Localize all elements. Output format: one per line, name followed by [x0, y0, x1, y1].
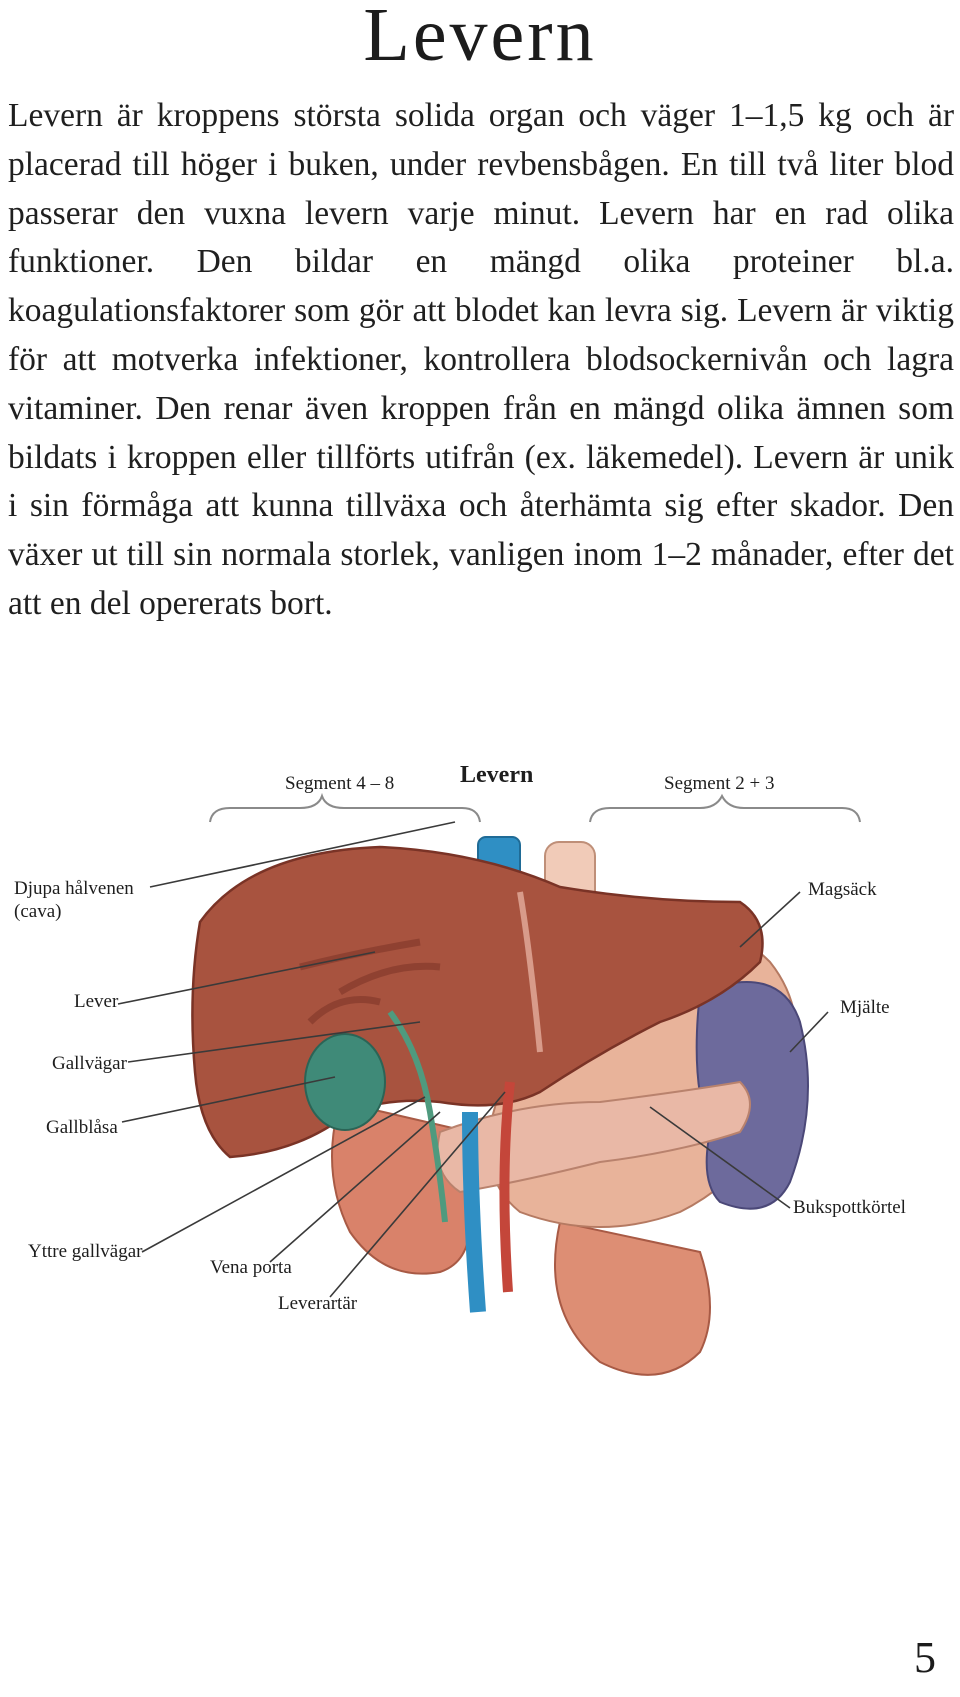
label-mjalte: Mjälte — [840, 997, 890, 1018]
segment-right-label: Segment 2 + 3 — [664, 773, 775, 794]
figure-title: Levern — [460, 762, 534, 788]
label-vena-porta: Vena porta — [210, 1257, 292, 1278]
label-leverartar: Leverartär — [278, 1293, 358, 1314]
segment-left-label: Segment 4 – 8 — [285, 773, 395, 794]
hepatic-artery — [504, 1082, 510, 1292]
page-title: Levern — [363, 0, 597, 77]
liver-anatomy-drawing — [0, 752, 960, 1502]
label-magsack: Magsäck — [808, 879, 877, 900]
gallbladder-shape — [305, 1034, 385, 1130]
label-yttre-gallvagar: Yttre gallvägar — [28, 1241, 143, 1262]
label-bukspottkortel: Bukspottkörtel — [793, 1197, 906, 1218]
body-paragraph: Levern är kroppens största solida organ och väger 1–1,5 kg och är placerad till höger i buken, under revbensbågen. En till två liter blod passerar den vuxna levern varje minut. Levern har en rad olika funktioner. Den bildar en mängd olika proteiner bl.a. koagulationsfaktorer som gör att blodet kan levra sig. Levern är viktig för att motverka infektioner, kontrollera blodsockernivån och lagra vitaminer. Den renar även kroppen från en mängd olika ämnen som bildats i kroppen eller tillförts utifrån (ex. läkemedel). Levern är unik i sin förmåga att kunna tillväxa och återhämta sig efter skador. Den växer ut till sin normala storlek, vanligen inom 1–2 månader, efter det att en del opererats bort. — [8, 97, 954, 622]
liver-illustration — [0, 752, 960, 1502]
label-cava: Djupa hålvenen (cava) — [14, 878, 134, 922]
label-gallblasa: Gallblåsa — [46, 1117, 118, 1138]
label-lever: Lever — [74, 991, 119, 1012]
page-number: 5 — [914, 1633, 936, 1682]
label-gallvagar: Gallvägar — [52, 1053, 127, 1074]
portal-vein — [470, 1112, 478, 1312]
